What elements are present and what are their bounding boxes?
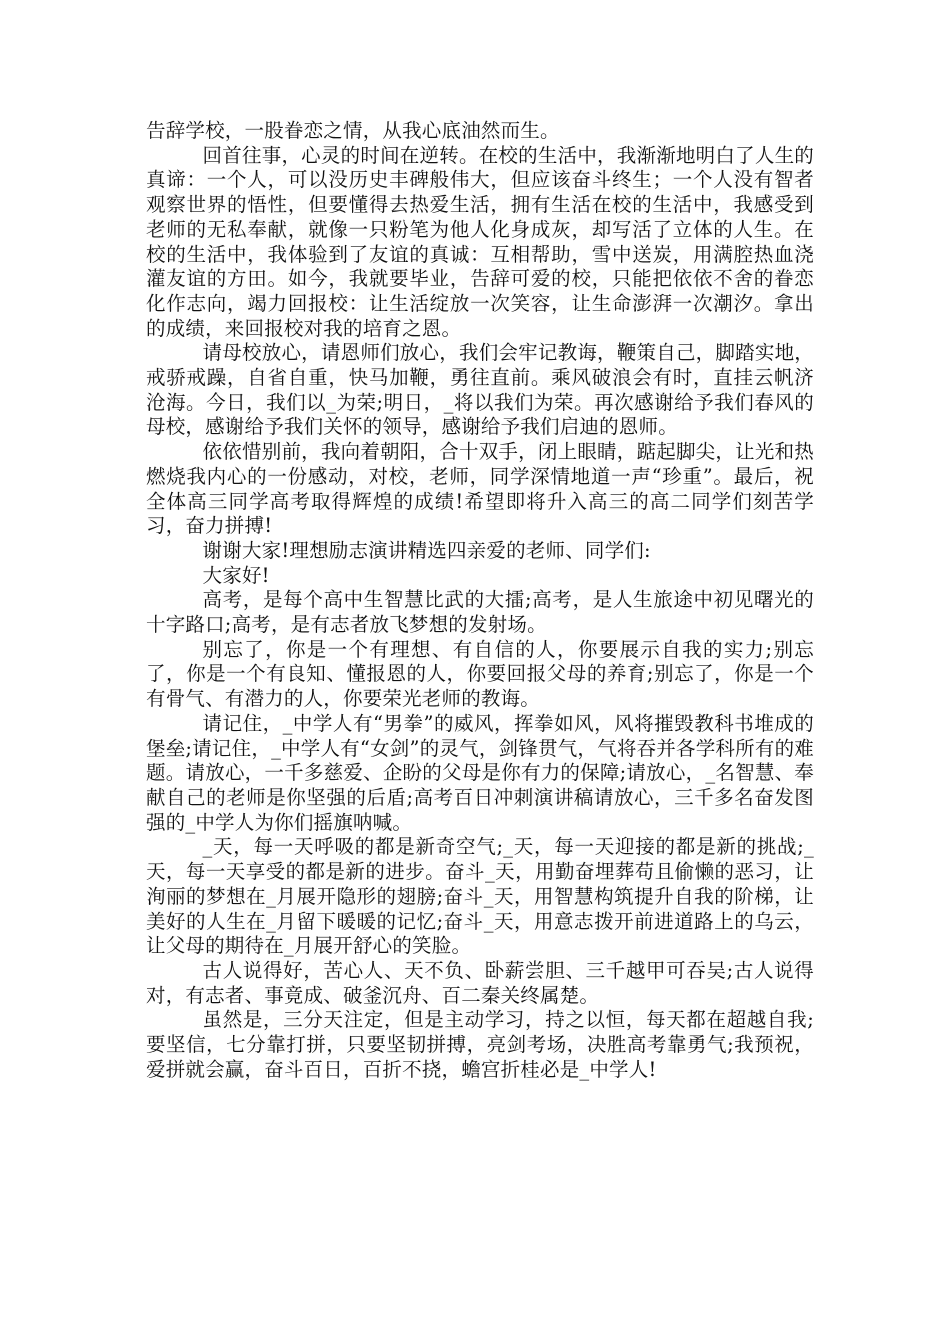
paragraph: 虽然是，三分天注定，但是主动学习，持之以恒，每天都在超越自我;要坚信，七分靠打拼，只要坚韧拼搏，亮剑考场，决胜高考靠勇气;我预祝，爱拼就会赢，奋斗百日，百折不挠，蟾宫折桂必是_中学人!	[146, 1008, 814, 1081]
paragraph: 告辞学校，一股眷恋之情，从我心底油然而生。	[146, 119, 560, 142]
document-body	[146, 119, 814, 1082]
paragraph: 别忘了，你是一个有理想、有自信的人，你要展示自我的实力;别忘了，你是一个有良知、懂报恩的人，你要回报父母的养育;别忘了，你是一个有骨气、有潜力的人，你要荣光老师的教诲。	[146, 637, 814, 711]
paragraph: 谢谢大家!理想励志演讲精选四亲爱的老师、同学们:	[202, 538, 651, 562]
paragraph: 请母校放心，请恩师们放心，我们会牢记教诲，鞭策自己，脚踏实地，戒骄戒躁，自省自重，快马加鞭，勇往直前。乘风破浪会有时，直挂云帆济沧海。今日，我们以_为荣;明日，_将以我们为荣。再次感谢给予我们春风的母校，感谢给予我们关怀的领导，感谢给予我们启迪的恩师。	[146, 341, 814, 439]
paragraph: 高考，是每个高中生智慧比武的大擂;高考，是人生旅途中初见曙光的十字路口;高考，是有志者放飞梦想的发射场。	[146, 588, 814, 637]
paragraph: 请记住，_中学人有“男拳”的威风，挥拳如风，风将摧毁教科书堆成的堡垒;请记住，_中学人有“女剑”的灵气，剑锋贯气，气将吞并各学科所有的难题。请放心，一千多慈爱、企盼的父母是你有力的保障;请放心，_名智慧、奉献自己的老师是你坚强的后盾;高考百日冲刺演讲稿请放心，三千多名奋发图强的_中学人为你们摇旗呐喊。	[146, 711, 814, 834]
paragraph: 古人说得好，苦心人、天不负、卧薪尝胆、三千越甲可吞吴;古人说得对，有志者、事竟成、破釜沉舟、百二秦关终属楚。	[146, 958, 814, 1007]
paragraph: 依依惜别前，我向着朝阳，合十双手，闭上眼睛，踮起脚尖，让光和热燃烧我内心的一份感动，对校，老师，同学深情地道一声“珍重”。最后，祝全体高三同学高考取得辉煌的成绩!希望即将升入高三的高二同学们刻苦学习，奋力拼搏!	[146, 440, 814, 538]
paragraph: _天，每一天呼吸的都是新奇空气;_天，每一天迎接的都是新的挑战;_天，每一天享受的都是新的进步。奋斗_天，用勤奋埋葬苟且偷懒的恶习，让洵丽的梦想在_月展开隐形的翅膀;奋斗_天，用智慧构筑提升自我的阶梯，让美好的人生在_月留下暖暖的记忆;奋斗_天，用意志拨开前进道路上的乌云，让父母的期待在_月展开舒心的笑脸。	[146, 835, 814, 958]
paragraph: 回首往事，心灵的时间在逆转。在校的生活中，我渐渐地明白了人生的真谛：一个人，可以没历史丰碑般伟大，但应该奋斗终生；一个人没有智者观察世界的悟性，但要懂得去热爱生活，拥有生活在校的生活中，我感受到老师的无私奉献，就像一只粉笔为他人化身成灰，却写活了立体的人生。在校的生活中，我体验到了友谊的真诚：互相帮助，雪中送炭，用满腔热血浇灌友谊的方田。如今，我就要毕业，告辞可爱的校，只能把依依不舍的眷恋化作志向，竭力回报校：让生活绽放一次笑容，让生命澎湃一次潮汐。拿出的成绩，来回报校对我的培育之恩。	[146, 143, 814, 340]
paragraph: 大家好!	[202, 563, 270, 587]
